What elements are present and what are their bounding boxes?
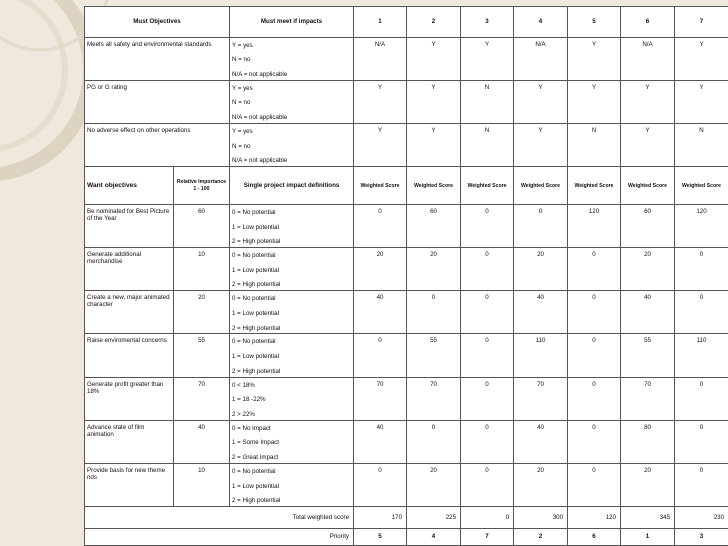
- weighted-score-project-2: 20: [407, 248, 461, 291]
- impact-definitions: [230, 420, 354, 463]
- project-3-header: 3: [461, 7, 514, 38]
- priority-row: [85, 528, 728, 545]
- weighted-score-project-3: 0: [461, 291, 514, 334]
- must-project-7-value: N: [675, 124, 728, 167]
- relative-importance-value: 60: [174, 205, 230, 248]
- must-project-5-value: Y: [568, 80, 621, 123]
- impact-definitions-option: 2 > 22%: [232, 410, 255, 418]
- weighted-score-project-6: 60: [621, 205, 675, 248]
- weighted-score-project-4: 110: [514, 334, 568, 377]
- weighted-score-project-2: 20: [407, 463, 461, 506]
- impact-definitions-option: 0 = No potential: [232, 338, 276, 346]
- relative-importance-value: 40: [174, 420, 230, 463]
- must-impact-definitions-option: N/A = not applicable: [232, 70, 288, 78]
- impact-definitions-header: Single project impact definitions: [230, 167, 354, 205]
- weighted-score-project-2: 60: [407, 205, 461, 248]
- relative-importance-value: 10: [174, 463, 230, 506]
- impact-definitions: [230, 377, 354, 420]
- impact-definitions-option: 1 = Low potential: [232, 309, 279, 317]
- must-project-7-value: Y: [675, 37, 728, 80]
- impact-definitions-option: 1 = Low potential: [232, 482, 279, 490]
- weighted-score-project-5: 0: [568, 248, 621, 291]
- want-objective-row: [85, 205, 728, 248]
- weighted-score-project-7: 110: [675, 334, 728, 377]
- weighted-score-project-4: 0: [514, 205, 568, 248]
- weighted-score-project-5: 0: [568, 291, 621, 334]
- weighted-score-project-3: 0: [461, 463, 514, 506]
- impact-definitions-option: 1 = Low potential: [232, 353, 279, 361]
- weighted-score-project-4: 40: [514, 291, 568, 334]
- weighted-score-header-6: Weighted Score: [621, 167, 675, 205]
- weighted-score-project-4: 40: [514, 420, 568, 463]
- must-project-2-value: Y: [407, 124, 461, 167]
- must-objectives-header: Must Objectives: [85, 7, 230, 38]
- weighted-score-project-6: 70: [621, 377, 675, 420]
- priority-project-3: 7: [461, 528, 514, 545]
- must-objective-row: [85, 124, 728, 167]
- want-objective-label: Raise enviromental concerns: [85, 334, 174, 377]
- weighted-score-project-6: 20: [621, 248, 675, 291]
- impact-definitions-option: 0 = No potential: [232, 295, 276, 303]
- must-impact-definitions-option: N = no: [232, 142, 251, 150]
- total-score-project-3: 0: [461, 507, 514, 528]
- impact-definitions-option: 0 = No Impact: [232, 424, 271, 432]
- must-project-4-value: Y: [514, 80, 568, 123]
- project-7-header: 7: [675, 7, 728, 38]
- weighted-score-project-6: 55: [621, 334, 675, 377]
- weighted-score-project-5: 0: [568, 377, 621, 420]
- want-objective-label: Generate additional merchandise: [85, 248, 174, 291]
- total-weighted-score-label: Total weighted score: [85, 507, 354, 528]
- want-objective-row: [85, 377, 728, 420]
- must-project-3-value: Y: [461, 37, 514, 80]
- relative-importance-value: 10: [174, 248, 230, 291]
- must-meet-impacts-header: Must meet if impacts: [230, 7, 354, 38]
- relative-importance-value: 70: [174, 377, 230, 420]
- want-objective-row: [85, 420, 728, 463]
- weighted-score-header-7: Weighted Score: [675, 167, 728, 205]
- want-objective-label: Advance state of film animation: [85, 420, 174, 463]
- must-project-3-value: N: [461, 80, 514, 123]
- priority-project-7: 3: [675, 528, 728, 545]
- impact-definitions: [230, 248, 354, 291]
- relative-importance-header: Relative Importance 1 - 100: [174, 167, 230, 205]
- weighted-score-project-1: 0: [354, 463, 407, 506]
- weighted-score-project-6: 80: [621, 420, 675, 463]
- weighted-score-project-1: 20: [354, 248, 407, 291]
- weighted-score-project-2: 0: [407, 291, 461, 334]
- impact-definitions: [230, 463, 354, 506]
- must-project-1-value: N/A: [354, 37, 407, 80]
- must-project-1-value: Y: [354, 80, 407, 123]
- impact-definitions-option: 0 = No potential: [232, 252, 276, 260]
- want-objective-row: [85, 463, 728, 506]
- weighted-score-project-2: 0: [407, 420, 461, 463]
- impact-definitions-option: 2 = High potential: [232, 281, 281, 289]
- total-score-project-2: 225: [407, 507, 461, 528]
- must-project-2-value: Y: [407, 37, 461, 80]
- impact-definitions-option: 2 = High potential: [232, 497, 281, 505]
- must-impact-definitions-option: N/A = not applicable: [232, 157, 288, 165]
- must-header-row: [85, 7, 728, 38]
- impact-definitions-option: 0 = No potential: [232, 209, 276, 216]
- priority-label: Priority: [85, 528, 354, 545]
- want-objective-row: [85, 291, 728, 334]
- total-score-project-5: 120: [568, 507, 621, 528]
- project-screening-matrix: [84, 6, 728, 546]
- impact-definitions-option: 2 = High potential: [232, 238, 281, 246]
- weighted-score-project-4: 20: [514, 248, 568, 291]
- total-score-project-7: 230: [675, 507, 728, 528]
- weighted-score-project-3: 0: [461, 334, 514, 377]
- total-score-project-4: 300: [514, 507, 568, 528]
- weighted-score-project-1: 70: [354, 377, 407, 420]
- must-project-5-value: N: [568, 124, 621, 167]
- priority-project-2: 4: [407, 528, 461, 545]
- weighted-score-project-2: 55: [407, 334, 461, 377]
- weighted-score-project-7: 0: [675, 420, 728, 463]
- must-impact-definitions: [230, 80, 354, 123]
- must-project-6-value: N/A: [621, 37, 675, 80]
- weighted-score-header-4: Weighted Score: [514, 167, 568, 205]
- weighted-score-project-3: 0: [461, 248, 514, 291]
- want-objective-label: Provide basis for new theme rids: [85, 463, 174, 506]
- impact-definitions: [230, 205, 354, 248]
- must-impact-definitions-option: Y = yes: [232, 41, 253, 49]
- priority-project-6: 1: [621, 528, 675, 545]
- must-project-2-value: Y: [407, 80, 461, 123]
- project-1-header: 1: [354, 7, 407, 38]
- weighted-score-header-3: Weighted Score: [461, 167, 514, 205]
- must-impact-definitions-option: Y = yes: [232, 84, 253, 92]
- must-project-1-value: Y: [354, 124, 407, 167]
- must-objective-row: [85, 80, 728, 123]
- relative-importance-value: 55: [174, 334, 230, 377]
- must-project-6-value: Y: [621, 124, 675, 167]
- must-impact-definitions-option: N = no: [232, 56, 251, 64]
- weighted-score-project-3: 0: [461, 205, 514, 248]
- impact-definitions-option: 2 = High potential: [232, 324, 281, 332]
- must-project-4-value: N/A: [514, 37, 568, 80]
- weighted-score-project-6: 40: [621, 291, 675, 334]
- weighted-score-project-5: 0: [568, 334, 621, 377]
- weighted-score-project-5: 120: [568, 205, 621, 248]
- weighted-score-header-5: Weighted Score: [568, 167, 621, 205]
- must-impact-definitions: [230, 37, 354, 80]
- weighted-score-project-1: 40: [354, 291, 407, 334]
- want-objective-row: [85, 248, 728, 291]
- total-score-project-6: 345: [621, 507, 675, 528]
- impact-definitions-option: 2 = Great Impact: [232, 453, 279, 461]
- total-score-project-1: 170: [354, 507, 407, 528]
- must-project-5-value: Y: [568, 37, 621, 80]
- must-objective-label: No adverse effect on other operations: [85, 124, 230, 167]
- impact-definitions-option: 1 = Low potential: [232, 266, 279, 274]
- must-project-3-value: N: [461, 124, 514, 167]
- relative-importance-value: 20: [174, 291, 230, 334]
- impact-definitions-option: 0 = No potential: [232, 467, 276, 475]
- impact-definitions-option: 1 = Some Impact: [232, 439, 279, 447]
- total-weighted-score-row: [85, 507, 728, 528]
- weighted-score-project-5: 0: [568, 420, 621, 463]
- impact-definitions-option: 1 = 18 -22%: [232, 396, 266, 404]
- want-objective-label: Be nominated for Best Picture of the Year: [85, 205, 174, 248]
- weighted-score-project-3: 0: [461, 420, 514, 463]
- impact-definitions: [230, 291, 354, 334]
- project-5-header: 5: [568, 7, 621, 38]
- project-6-header: 6: [621, 7, 675, 38]
- weighted-score-project-1: 40: [354, 420, 407, 463]
- impact-definitions-option: 2 = High potential: [232, 367, 281, 375]
- project-2-header: 2: [407, 7, 461, 38]
- weighted-score-project-6: 20: [621, 463, 675, 506]
- priority-project-4: 2: [514, 528, 568, 545]
- priority-project-5: 6: [568, 528, 621, 545]
- weighted-score-project-1: 0: [354, 205, 407, 248]
- want-objective-label: Generate profit greater than 18%: [85, 377, 174, 420]
- impact-definitions-option: 1 = Low potential: [232, 223, 279, 231]
- want-objective-row: [85, 334, 728, 377]
- want-header-row: [85, 167, 728, 205]
- weighted-score-project-3: 0: [461, 377, 514, 420]
- weighted-score-header-2: Weighted Score: [407, 167, 461, 205]
- must-project-4-value: Y: [514, 124, 568, 167]
- project-4-header: 4: [514, 7, 568, 38]
- weighted-score-project-7: 0: [675, 248, 728, 291]
- must-impact-definitions: [230, 124, 354, 167]
- must-objective-label: PG or G rating: [85, 80, 230, 123]
- must-objective-label: Meets all safety and environmental standards: [85, 37, 230, 80]
- want-objective-label: Create a new, major animated character: [85, 291, 174, 334]
- must-impact-definitions-option: N = no: [232, 99, 251, 107]
- weighted-score-project-7: 0: [675, 377, 728, 420]
- weighted-score-project-4: 20: [514, 463, 568, 506]
- weighted-score-project-1: 0: [354, 334, 407, 377]
- weighted-score-project-7: 0: [675, 463, 728, 506]
- impact-definitions: [230, 334, 354, 377]
- weighted-score-project-7: 120: [675, 205, 728, 248]
- weighted-score-project-7: 0: [675, 291, 728, 334]
- want-objectives-header: Want objectives: [85, 167, 174, 205]
- weighted-score-project-2: 70: [407, 377, 461, 420]
- must-impact-definitions-option: N/A = not applicable: [232, 114, 288, 122]
- weighted-score-project-4: 70: [514, 377, 568, 420]
- must-project-7-value: Y: [675, 80, 728, 123]
- weighted-score-header-1: Weighted Score: [354, 167, 407, 205]
- weighted-score-project-5: 0: [568, 463, 621, 506]
- impact-definitions-option: 0 < 18%: [232, 381, 255, 389]
- must-impact-definitions-option: Y = yes: [232, 128, 253, 135]
- priority-project-1: 5: [354, 528, 407, 545]
- must-objective-row: [85, 37, 728, 80]
- must-project-6-value: Y: [621, 80, 675, 123]
